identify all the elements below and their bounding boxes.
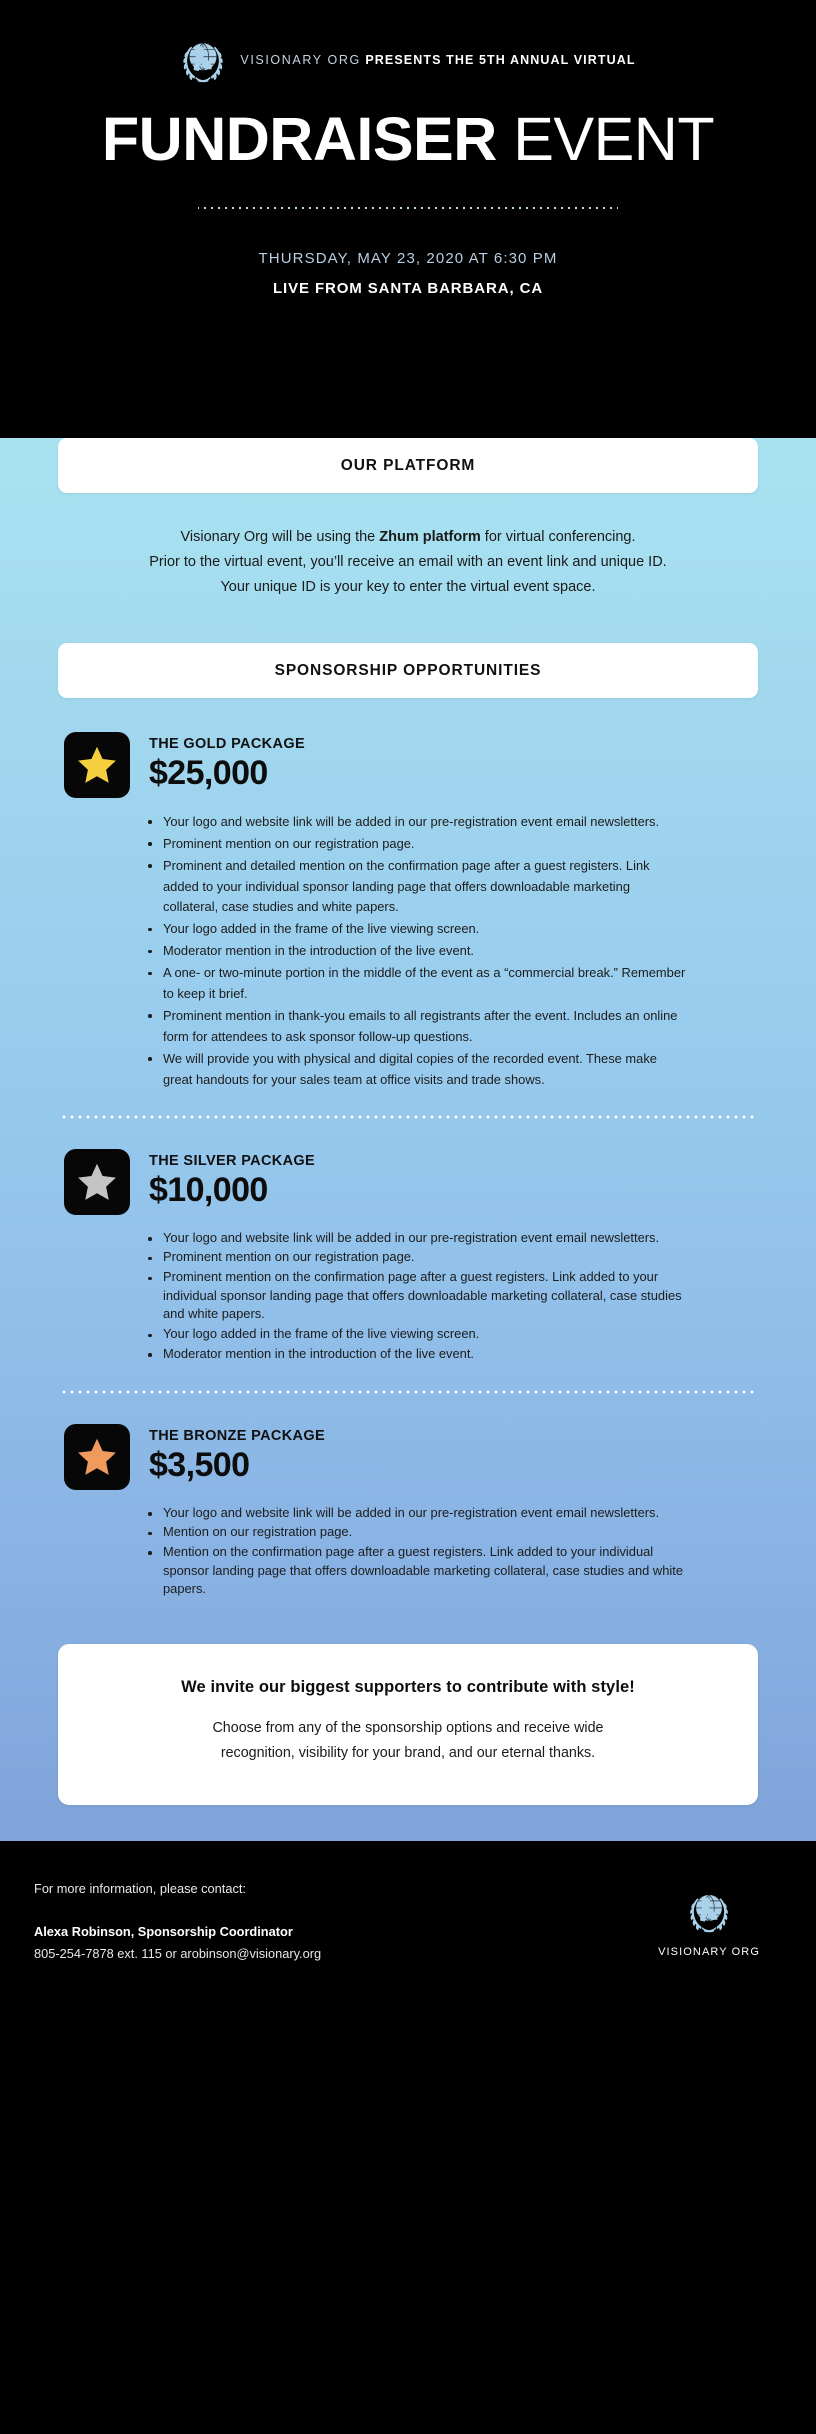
list-item: Prominent mention on our registration page. [146,834,686,855]
hero-brand-line [0,30,816,90]
list-item: Prominent and detailed mention on the confirmation page after a guest registers. Link added to your individual sponsor landing page that offers downloadable marketing collateral, case studies and white papers. [146,856,686,919]
silver-star-icon [76,1161,118,1203]
package-bronze-benefits [146,1504,686,1600]
invite-body-line-2: recognition, visibility for your brand, and our eternal thanks. [220,1745,596,1762]
list-item: Mention on the confirmation page after a guest registers. Link added to your individual sponsor landing page that offers downloadable marketing collateral, case studies and white papers. [146,1543,686,1599]
package-silver [58,1119,758,1364]
package-bronze-price: $3,500 [149,1445,250,1484]
package-gold-benefits [146,812,686,1091]
gold-star-icon [76,744,118,786]
invite-body-line-1: Choose from any of the sponsorship options and receive wide [212,1720,604,1737]
globe-mother-child-laurel-emblem-icon [180,32,226,88]
list-item: Your logo added in the frame of the live viewing screen. [146,1325,686,1344]
footer-contact-block [34,1881,321,1961]
package-silver-price: $10,000 [149,1170,268,1209]
invite-heading: We invite our biggest supporters to contribute with style! [181,1678,635,1697]
list-item: Moderator mention in the introduction of the live event. [146,1345,686,1364]
package-silver-titles [149,1149,315,1210]
platform-description [58,493,758,600]
platform-line-3: Your unique ID is your key to enter the virtual event space. [220,578,596,595]
globe-mother-child-laurel-emblem-icon [658,1885,760,1937]
page-title [0,105,816,173]
platform-name-bold: Zhum platform [379,529,481,545]
list-item: Your logo and website link will be added in our pre-registration event email newsletters. [146,1504,686,1523]
list-item: A one- or two-minute portion in the middle of the event as a “commercial break.” Remember to keep it brief. [146,963,686,1005]
package-silver-benefits [146,1229,686,1364]
sponsorship-heading: SPONSORSHIP OPPORTUNITIES [274,661,542,679]
package-bronze-titles [149,1424,325,1485]
event-date: THURSDAY, MAY 23, 2020 AT 6:30 PM [258,250,558,268]
package-gold-header [58,732,758,798]
event-location: LIVE FROM SANTA BARBARA, CA [272,280,544,298]
list-item: Moderator mention in the introduction of the live event. [146,941,686,962]
main-content [0,438,816,1841]
list-item: Your logo and website link will be added in our pre-registration event email newsletters. [146,1229,686,1248]
platform-line-1 [58,525,758,550]
package-gold-name: THE GOLD PACKAGE [149,735,305,752]
gold-star-tile [64,732,130,798]
list-item: We will provide you with physical and digital copies of the recorded event. These make great handouts for your sales team at office visits and trade shows. [146,1049,686,1091]
package-gold-titles [149,732,305,793]
invite-body [104,1716,712,1767]
page-title-light: EVENT [513,105,715,173]
footer-contact-details[interactable]: 805-254-7878 ext. 115 or arobinson@visionary.org [34,1945,322,1961]
package-bronze-name: THE BRONZE PACKAGE [149,1427,326,1444]
package-gold-price: $25,000 [149,753,268,792]
platform-line-1-after: for virtual conferencing. [480,529,636,545]
bronze-star-icon [76,1436,118,1478]
our-platform-band [58,438,758,493]
hero-section [0,0,816,397]
footer-section [0,1841,816,2031]
our-platform-heading: OUR PLATFORM [340,457,476,474]
package-bronze [58,1394,758,1600]
package-gold [58,698,758,1091]
platform-line-2: Prior to the virtual event, you’ll receive an email with an event link and unique ID. [149,553,667,570]
package-bronze-header [58,1424,758,1490]
silver-star-tile [64,1149,130,1215]
invite-card [58,1644,758,1805]
sponsorship-opportunities-band [58,643,758,698]
footer-intro: For more information, please contact: [34,1880,246,1896]
footer-logo-block [658,1881,782,1958]
package-silver-name: THE SILVER PACKAGE [149,1152,316,1169]
footer-org-label: VISIONARY ORG [658,1945,760,1958]
footer-contact-name: Alexa Robinson, Sponsorship Coordinator [34,1923,293,1939]
page-title-bold: FUNDRAISER [101,105,497,173]
list-item: Mention on our registration page. [146,1523,686,1542]
hero-brand-text [240,53,635,67]
list-item: Your logo added in the frame of the live viewing screen. [146,919,686,940]
list-item: Prominent mention on our registration page. [146,1248,686,1267]
hero-dotted-divider [198,206,618,210]
bronze-star-tile [64,1424,130,1490]
platform-line-1-before: Visionary Org will be using the [180,529,380,545]
hero-brand-org: VISIONARY ORG [240,53,361,67]
list-item: Your logo and website link will be added in our pre-registration event email newsletters. [146,812,686,833]
list-item: Prominent mention in thank-you emails to all registrants after the event. Includes an online form for attendees to ask sponsor follow-up questions. [146,1006,686,1048]
hero-brand-rest: PRESENTS THE 5TH ANNUAL VIRTUAL [365,53,636,67]
package-silver-header [58,1149,758,1215]
list-item: Prominent mention on the confirmation page after a guest registers. Link added to your individual sponsor landing page that offers downloadable marketing collateral, case studies and white papers. [146,1268,686,1324]
